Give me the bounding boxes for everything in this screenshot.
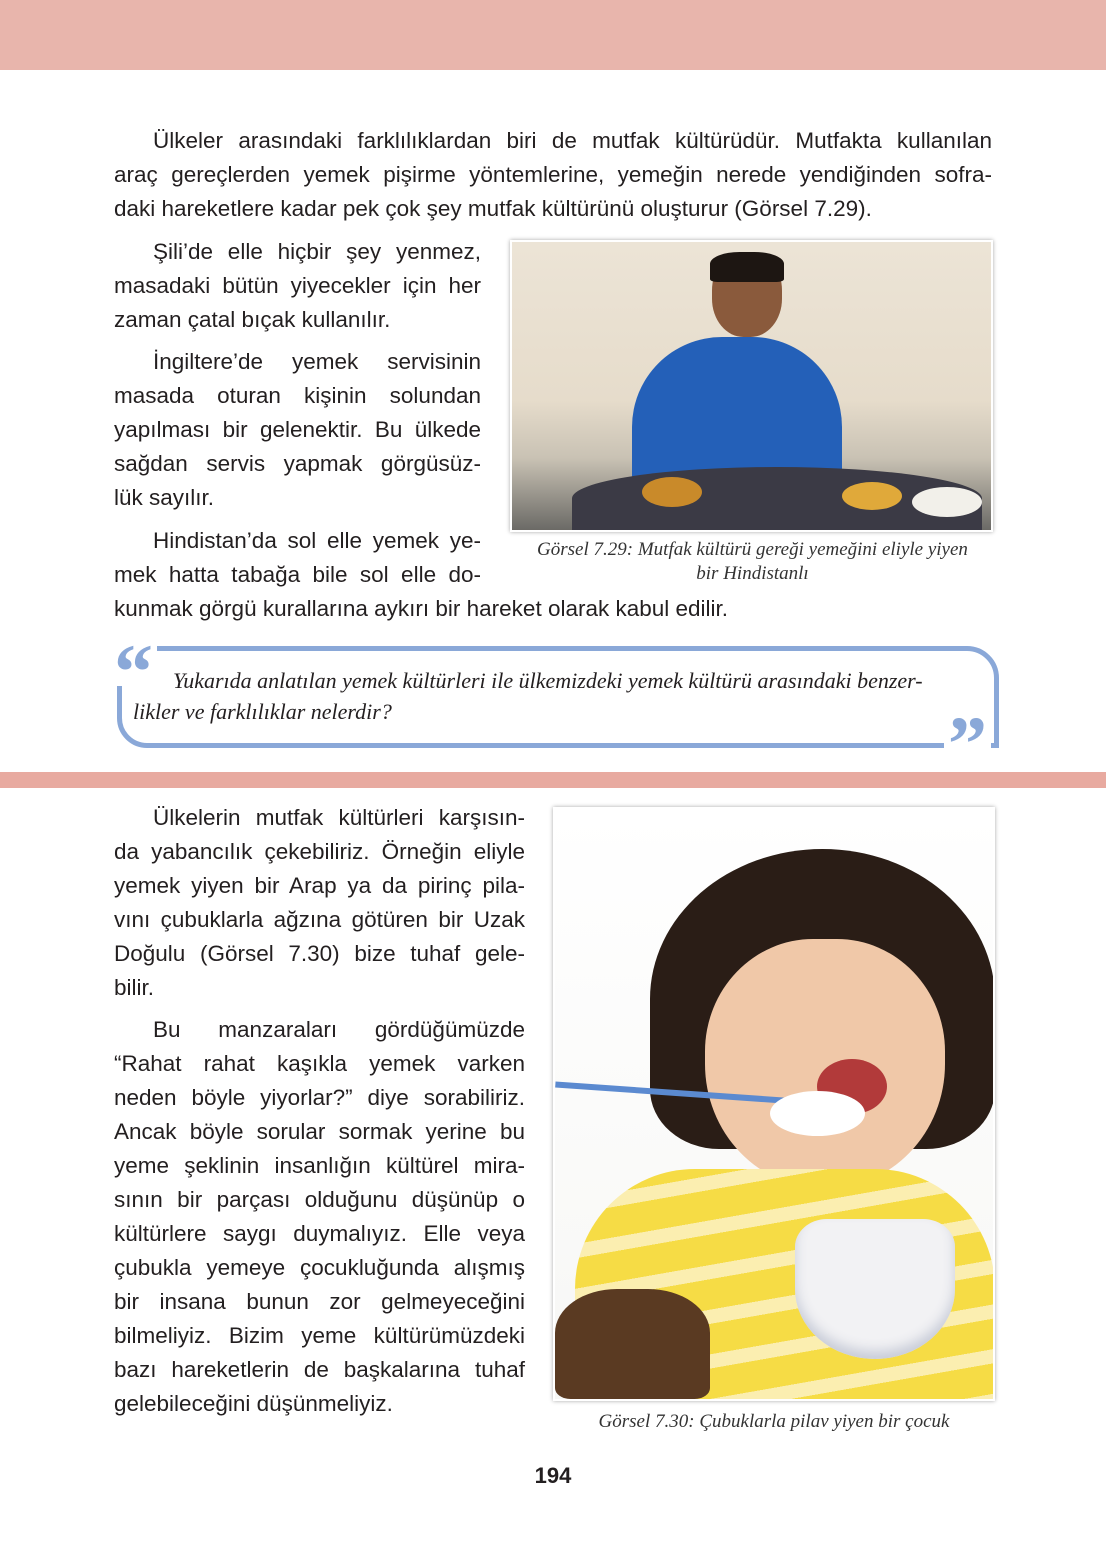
- question-line-1: Yukarıda anlatılan yemek kültürleri ile ülkemizdeki yemek kültürü arasındaki benzer-: [173, 668, 923, 693]
- text-line: kültürlere saygı duymalıyız. Elle veya: [114, 1221, 525, 1246]
- text-line: “Rahat rahat kaşıkla yemek varken: [114, 1051, 525, 1076]
- figure-7-30-caption: Görsel 7.30: Çubuklarla pilav yiyen bir çocuk: [598, 1411, 950, 1432]
- text-line: neden böyle yiyorlar?” diye sorabiliriz.: [114, 1085, 525, 1110]
- text-line: Ancak böyle sorular sormak yerine bu: [114, 1119, 525, 1144]
- text-line: vını çubuklarla ağzına götüren bir Uzak: [114, 907, 525, 932]
- text-line: zaman çatal bıçak kullanılır.: [114, 307, 391, 332]
- photo-indian-man-eating: [510, 240, 993, 532]
- text-line: bir insana bunun zor gelmeyeceğini: [114, 1289, 525, 1314]
- child-face: [705, 939, 945, 1189]
- text-line: gelebileceğini düşünmeliyiz.: [114, 1391, 393, 1416]
- text-line: Ülkelerin mutfak kültürleri karşısın-: [153, 805, 525, 830]
- text-line: bazı hareketlerin de başkalarına tuhaf: [114, 1357, 525, 1382]
- england-paragraph: [114, 345, 481, 515]
- section-divider: [0, 772, 1106, 788]
- text-line: sağdan servis yapmak görgüsüz-: [114, 451, 481, 476]
- chile-paragraph: [114, 235, 481, 337]
- text-line: Bu manzaraları gördüğümüzde: [153, 1017, 525, 1042]
- section2-paragraph-1: [114, 801, 525, 1005]
- text-line: araç gereçlerden yemek pişirme yöntemlerine, yemeğin nerede yendiğinden sofra-: [114, 162, 992, 187]
- text-line: İngiltere’de yemek servisinin: [153, 349, 481, 374]
- close-quote-icon: ”: [944, 714, 991, 758]
- text-line: Şili’de elle hiçbir şey yenmez,: [153, 239, 481, 264]
- intro-paragraph: [114, 124, 992, 226]
- text-line: kunmak görgü kurallarına aykırı bir hareket olarak kabul edilir.: [114, 596, 729, 621]
- text-line: Doğulu (Görsel 7.30) bize tuhaf gele-: [114, 941, 525, 966]
- section2-paragraph-2: [114, 1013, 525, 1421]
- text-line: sının bir parçası olduğunu düşünüp o: [114, 1187, 525, 1212]
- text-line: daki hareketlere kadar pek çok şey mutfak kültürünü oluşturur (Görsel 7.29).: [114, 196, 872, 221]
- caption-line: bir Hindistanlı: [696, 563, 809, 584]
- header-band: [0, 0, 1106, 70]
- caption-line: Görsel 7.29: Mutfak kültürü gereği yemeğini eliyle yiyen: [537, 539, 968, 560]
- text-line: yemek yiyen bir Arap ya da pirinç pila-: [114, 873, 525, 898]
- text-line: çubukla yemeye çocukluğunda alışmış: [114, 1255, 525, 1280]
- text-line: yeme şeklinin insanlığın kültürel mira-: [114, 1153, 525, 1178]
- text-line: masada oturan kişinin solundan: [114, 383, 481, 408]
- text-line: yapılması bir gelenektir. Bu ülkede: [114, 417, 481, 442]
- text-line: Ülkeler arasındaki farklılıklardan biri de mutfak kültürüdür. Mutfakta kullanılan: [153, 128, 992, 153]
- open-quote-icon: “: [110, 642, 157, 686]
- page-number: 194: [534, 1463, 572, 1488]
- text-line: da yabancılık çekebiliriz. Örneğin eliyle: [114, 839, 525, 864]
- text-line: bilmeliyiz. Bizim yeme kültürümüzdeki: [114, 1323, 525, 1348]
- text-line: Hindistan’da sol elle yemek ye-: [153, 528, 481, 553]
- question-line-2: likler ve farklılıklar nelerdir?: [133, 699, 392, 724]
- text-line: masadaki bütün yiyecekler için her: [114, 273, 481, 298]
- photo-child-eating-with-chopsticks: [553, 807, 995, 1401]
- text-line: bilir.: [114, 975, 155, 1000]
- text-line: mek hatta tabağa bile sol elle do-: [114, 562, 481, 587]
- text-line: lük sayılır.: [114, 485, 215, 510]
- figure-7-29-caption: [505, 538, 1000, 586]
- india-paragraph: [114, 524, 729, 626]
- rice-bowl: [795, 1219, 955, 1359]
- soup-bowl: [555, 1289, 710, 1399]
